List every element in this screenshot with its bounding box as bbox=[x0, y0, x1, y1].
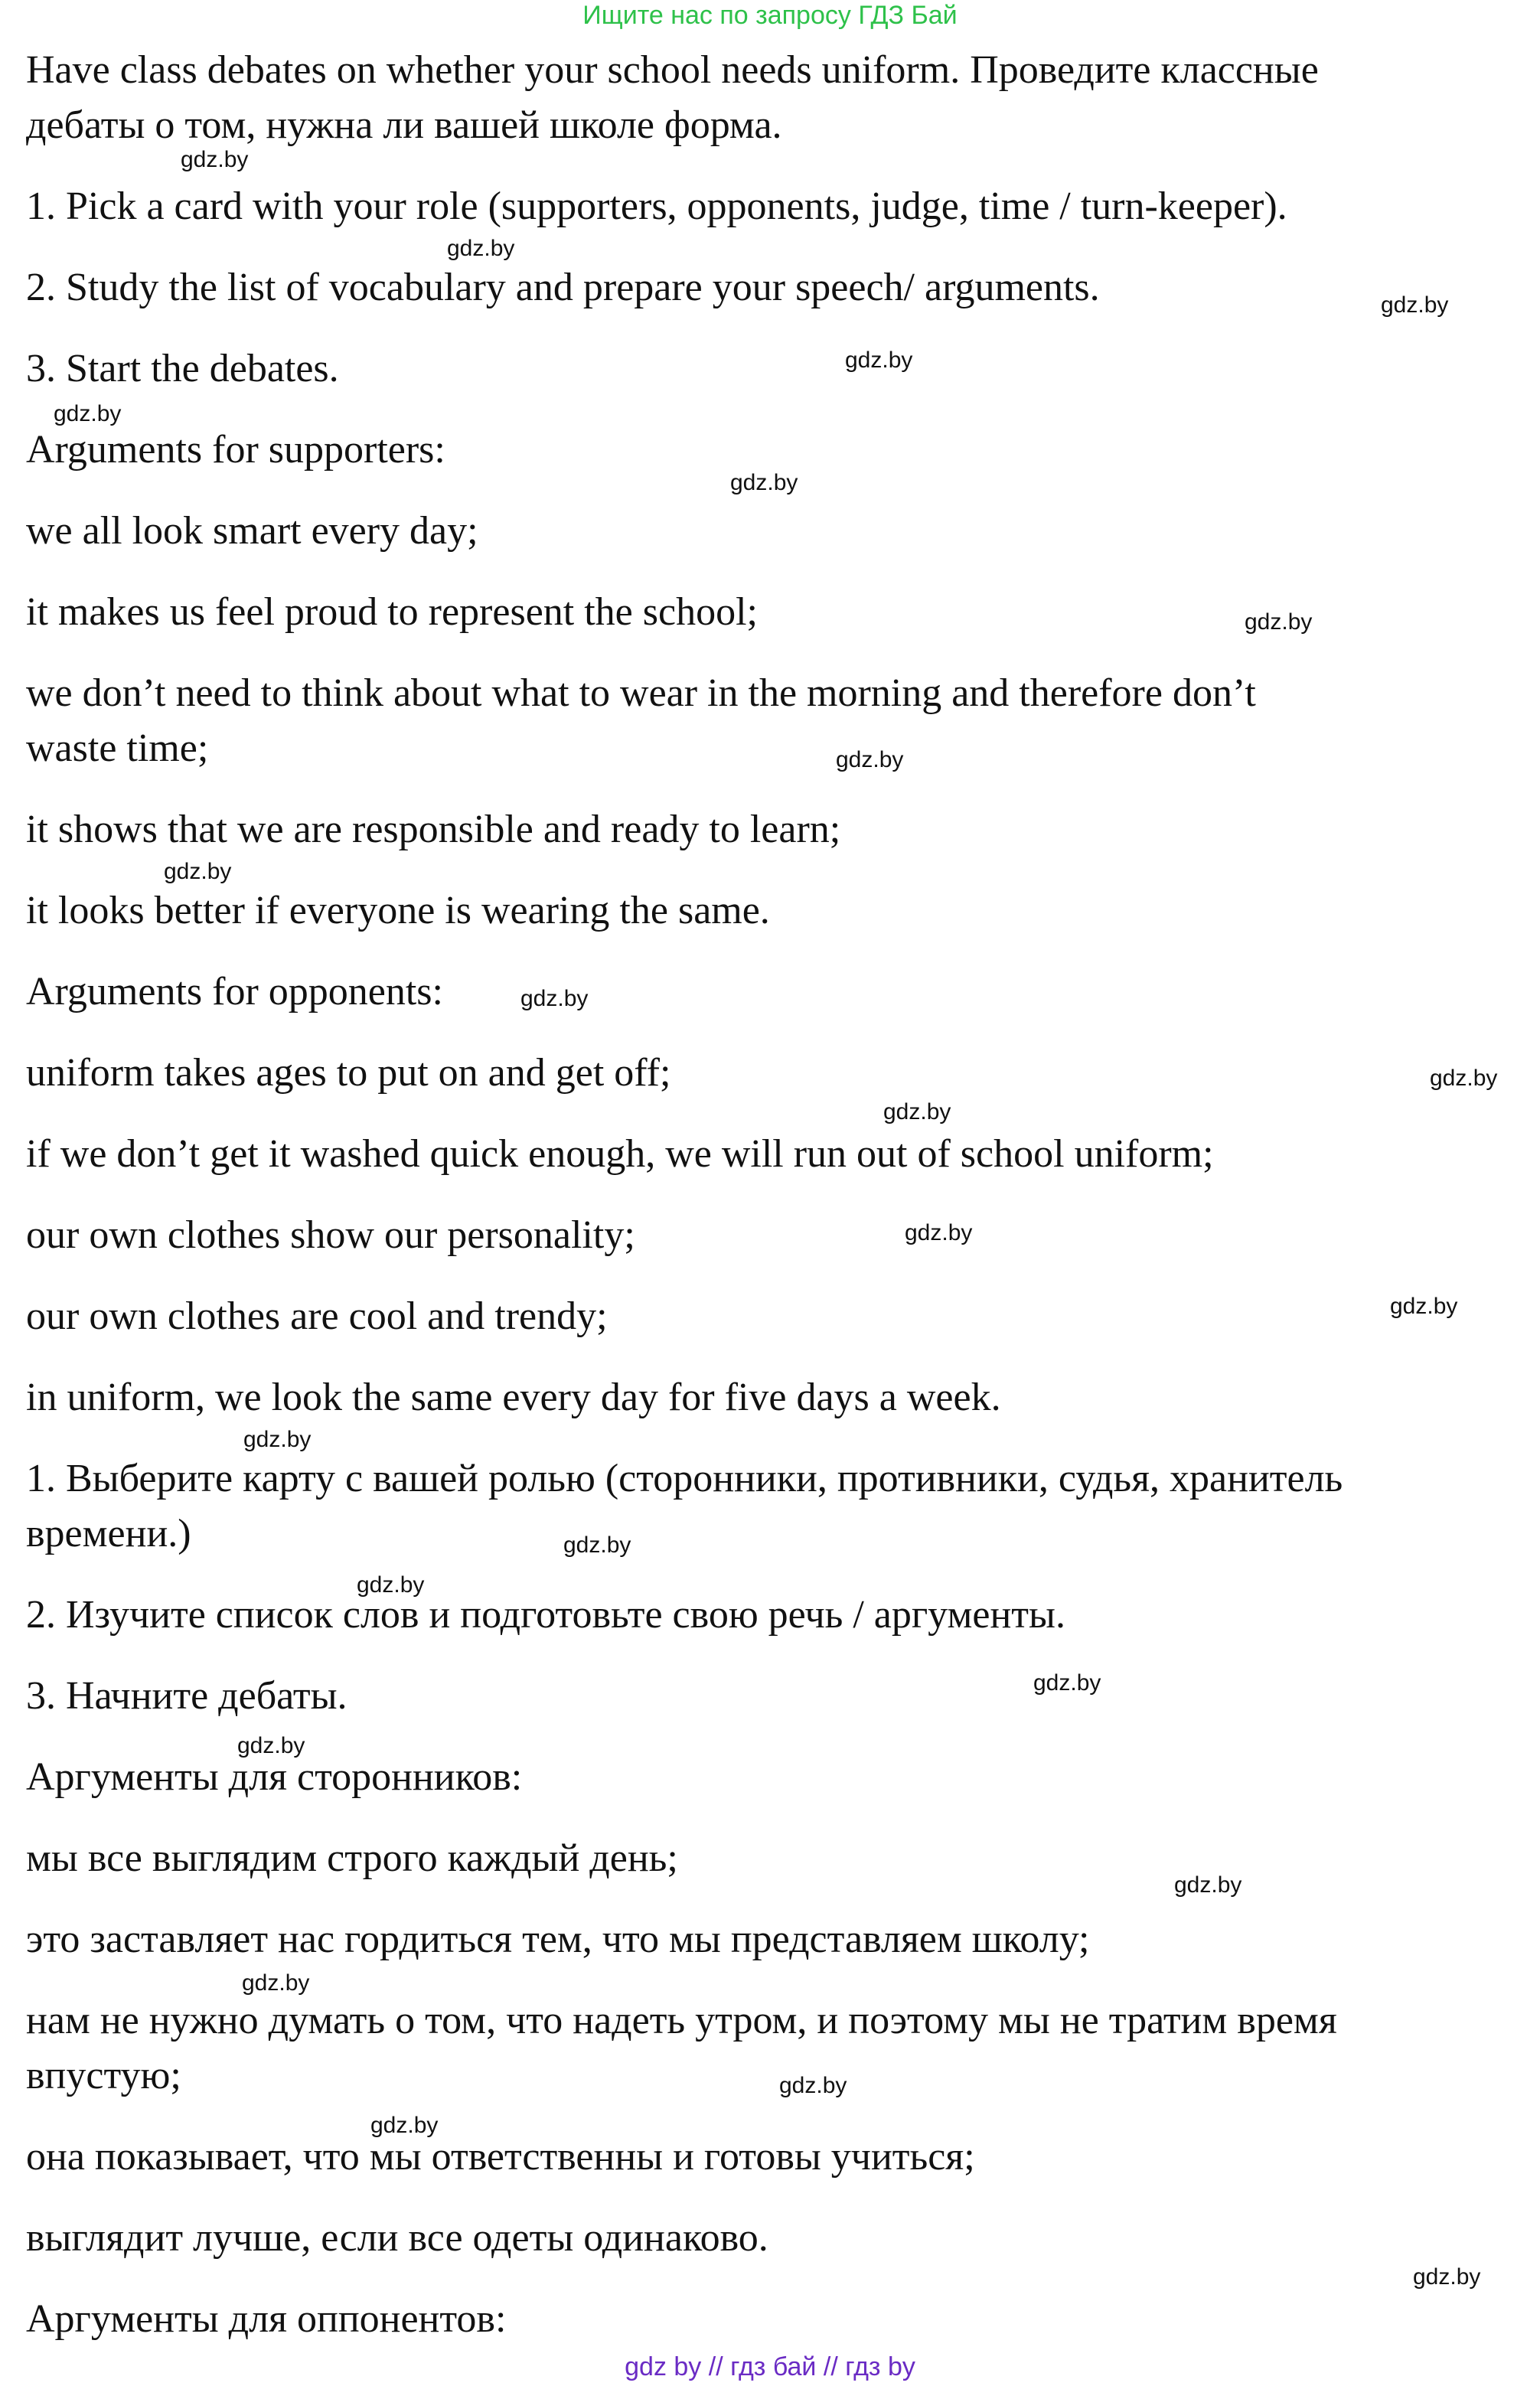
watermark: gdz.by bbox=[1413, 2264, 1481, 2290]
list-item: она показывает, что мы ответственны и готовы учиться; bbox=[26, 2135, 975, 2179]
watermark: gdz.by bbox=[1390, 1294, 1458, 1319]
list-item: впустую; bbox=[26, 2054, 181, 2097]
step-2-en: 2. Study the list of vocabulary and prepare your speech/ arguments. bbox=[26, 266, 1100, 309]
watermark: gdz.by bbox=[1430, 1066, 1498, 1091]
step-1-en: 1. Pick a card with your role (supporters, opponents, judge, time / turn-keeper). bbox=[26, 184, 1287, 228]
intro-line-1: Have class debates on whether your school needs uniform. Проведите классные bbox=[26, 48, 1319, 92]
watermark: gdz.by bbox=[447, 236, 515, 261]
list-item: it makes us feel proud to represent the school; bbox=[26, 590, 758, 634]
list-item: it shows that we are responsible and ready to learn; bbox=[26, 808, 841, 851]
watermark: gdz.by bbox=[836, 747, 904, 772]
watermark: gdz.by bbox=[54, 401, 122, 426]
list-item: waste time; bbox=[26, 726, 209, 770]
watermark: gdz.by bbox=[370, 2113, 439, 2138]
list-item: we all look smart every day; bbox=[26, 509, 478, 553]
opponents-heading-ru: Аргументы для оппонентов: bbox=[26, 2297, 507, 2341]
list-item: our own clothes show our personality; bbox=[26, 1213, 635, 1257]
watermark: gdz.by bbox=[1381, 292, 1449, 318]
step-3-ru: 3. Начните дебаты. bbox=[26, 1674, 347, 1718]
watermark: gdz.by bbox=[237, 1733, 305, 1758]
list-item: in uniform, we look the same every day for five days a week. bbox=[26, 1376, 1001, 1419]
watermark: gdz.by bbox=[563, 1532, 631, 1558]
watermark: gdz.by bbox=[883, 1099, 951, 1124]
list-item: выглядит лучше, если все одеты одинаково. bbox=[26, 2216, 768, 2260]
watermark: gdz.by bbox=[779, 2073, 847, 2098]
watermark: gdz.by bbox=[242, 1970, 310, 1996]
watermark: gdz.by bbox=[1033, 1670, 1101, 1696]
list-item: our own clothes are cool and trendy; bbox=[26, 1294, 608, 1338]
intro-line-2: дебаты о том, нужна ли вашей школе форма. bbox=[26, 103, 782, 147]
step-1-ru-line-1: 1. Выберите карту с вашей ролью (сторонники, противники, судья, хранитель bbox=[26, 1457, 1343, 1500]
list-item: мы все выглядим строго каждый день; bbox=[26, 1836, 678, 1880]
list-item: нам не нужно думать о том, что надеть утром, и поэтому мы не тратим время bbox=[26, 1999, 1337, 2042]
list-item: uniform takes ages to put on and get off; bbox=[26, 1051, 671, 1095]
step-1-ru-line-2: времени.) bbox=[26, 1512, 191, 1555]
watermark: gdz.by bbox=[845, 348, 913, 373]
step-3-en: 3. Start the debates. bbox=[26, 347, 339, 390]
watermark: gdz.by bbox=[164, 859, 232, 884]
footer-links[interactable]: gdz by // гдз бай // гдз by bbox=[625, 2352, 915, 2381]
step-2-ru: 2. Изучите список слов и подготовьте свою речь / аргументы. bbox=[26, 1593, 1065, 1637]
list-item: we don’t need to think about what to wear in the morning and therefore don’t bbox=[26, 671, 1256, 715]
supporters-heading-en: Arguments for supporters: bbox=[26, 428, 445, 472]
watermark: gdz.by bbox=[181, 147, 249, 172]
search-hint-banner[interactable]: Ищите нас по запросу ГДЗ Бай bbox=[582, 1, 958, 30]
watermark: gdz.by bbox=[243, 1427, 312, 1452]
list-item: if we don’t get it washed quick enough, we will run out of school uniform; bbox=[26, 1132, 1214, 1176]
watermark: gdz.by bbox=[357, 1572, 425, 1598]
watermark: gdz.by bbox=[730, 470, 798, 495]
watermark: gdz.by bbox=[1174, 1872, 1242, 1898]
watermark: gdz.by bbox=[520, 986, 589, 1011]
watermark: gdz.by bbox=[905, 1220, 973, 1245]
list-item: it looks better if everyone is wearing the same. bbox=[26, 889, 770, 932]
list-item: это заставляет нас гордиться тем, что мы представляем школу; bbox=[26, 1918, 1090, 1961]
watermark: gdz.by bbox=[1245, 609, 1313, 635]
supporters-heading-ru: Аргументы для сторонников: bbox=[26, 1755, 523, 1799]
opponents-heading-en: Arguments for opponents: bbox=[26, 970, 443, 1013]
